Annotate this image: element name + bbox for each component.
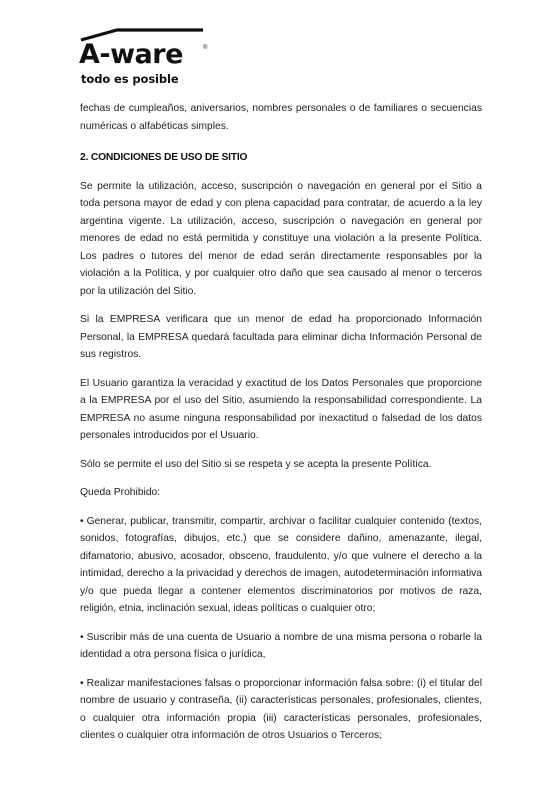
bullet-icon: • (80, 515, 84, 527)
bullet-text: Realizar manifestaciones falsas o proporcionar información falsa sobre: (i) el titular del nombre de usuario y contraseña, (ii) características personales, profesionales, clientes, o cualquier otra información propia (iii) características personales, profesionales, clientes o cualquier otra información de otros Usuarios o Terceros; (80, 677, 482, 741)
bullet-item (80, 513, 482, 618)
section-title: 2. CONDICIONES DE USO DE SITIO (80, 152, 248, 163)
bullet-item (80, 629, 482, 664)
policy-content (80, 100, 482, 756)
paragraph-age-requirement: Se permite la utilización, acceso, suscripción o navegación en general por el Sitio a toda persona mayor de edad y con plena capacidad para contratar, de acuerdo a la ley argentina vigente. La utilización, acceso, suscripción o navegación en general por menores de edad no está permitida y constituye una violación a la presente Política. Los padres o tutores del menor de edad serán directamente responsables por la violación a la Política, y por cualquier otro daño que sea causado al menor o terceros por la utilización del Sitio. (80, 180, 482, 297)
bullet-text: Suscribir más de una cuenta de Usuario a nombre de una misma persona o robarle la identidad a otra persona física o jurídica, (80, 631, 482, 660)
bullet-icon: • (80, 631, 84, 643)
intro-continuation: fechas de cumpleaños, aniversarios, nombres personales o de familiares o secuencias numéricas o alfabéticas simples. (80, 103, 482, 132)
paragraph-data-accuracy: El Usuario garantiza la veracidad y exactitud de los Datos Personales que proporcione a la EMPRESA por el uso del Sitio, asumiendo la responsabilidad correspondiente. La EMPRESA no asume ninguna responsabilidad por inexactitud o falsedad de los datos personales introducidos por el Usuario. (80, 377, 482, 441)
registered-mark: ® (203, 45, 208, 51)
bullet-icon: • (80, 677, 84, 689)
logo-brand-text: A-ware (79, 39, 183, 70)
paragraph-acceptance: Sólo se permite el uso del Sitio si se respeta y se acepta la presente Política. (80, 458, 432, 470)
bullet-text: Generar, publicar, transmitir, compartir, archivar o facilitar cualquier contenido (textos, sonidos, fotografías, dibujos, etc.) que se considere dañino, amenazante, ilegal, difamatorio, abusivo, acosador, obsceno, fraudulento, y/o que vulnere el derecho a la intimidad, derecho a la privacidad y derechos de imagen, autodeterminación informativa y/o que pueda llegar a contener elementos discriminatorios por motivos de raza, religión, etnia, inclinación sexual, ideas políticas o cualquier otro; (80, 515, 482, 614)
paragraph-minor-data: Si la EMPRESA verificara que un menor de edad ha proporcionado Información Personal, la EMPRESA quedará facultada para eliminar dicha Información Personal de sus registros. (80, 314, 482, 360)
paragraph-prohibited-heading: Queda Prohibido: (80, 487, 161, 498)
bullet-item (80, 675, 482, 745)
logo-tagline: todo es posible (81, 72, 179, 86)
aware-logo (79, 28, 219, 90)
